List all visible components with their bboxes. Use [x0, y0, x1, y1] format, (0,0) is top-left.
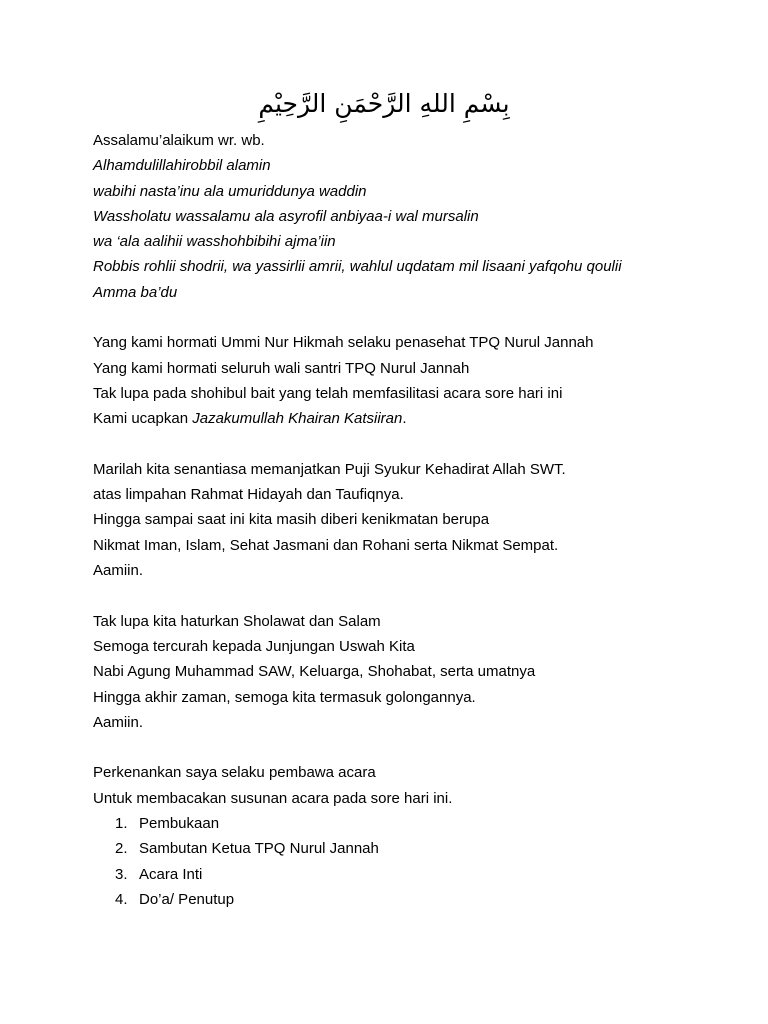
list-number: 2.: [115, 840, 128, 858]
agenda-list: [93, 811, 733, 912]
document-body: [93, 128, 733, 912]
opening-prayer-line: wa ‘ala aalihii wasshohbibihi ajma’iin: [93, 233, 336, 251]
opening-prayer-line: Alhamdulillahirobbil alamin: [93, 157, 271, 175]
respect-line: Tak lupa pada shohibul bait yang telah memfasilitasi acara sore hari ini: [93, 384, 563, 402]
sholawat-line: Aamiin.: [93, 713, 144, 731]
basmalah-heading: بِسْمِ اللهِ الرَّحْمَنِ الرَّحِيْمِ: [258, 89, 510, 118]
sholawat-line: Nabi Agung Muhammad SAW, Keluarga, Shohabat, serta umatnya: [93, 663, 536, 681]
list-number: 3.: [115, 865, 128, 883]
opening-prayer-line: Robbis rohlii shodrii, wa yassirlii amrii, wahlul uqdatam mil lisaani yafqohu qoulii: [93, 258, 622, 276]
thanks-prefix: Kami ucapkan: [93, 410, 193, 428]
list-text: Sambutan Ketua TPQ Nurul Jannah: [139, 840, 379, 858]
sholawat-line: Tak lupa kita haturkan Sholawat dan Salam: [93, 612, 381, 630]
respect-line: Yang kami hormati seluruh wali santri TPQ Nurul Jannah: [93, 359, 470, 377]
list-text: Pembukaan: [139, 815, 220, 833]
agenda-list-item: [93, 811, 733, 836]
thanks-phrase: Jazakumullah Khairan Katsiiran: [192, 410, 403, 428]
praise-line: Nikmat Iman, Islam, Sehat Jasmani dan Rohani serta Nikmat Sempat.: [93, 536, 559, 554]
agenda-list-item: [93, 862, 733, 887]
list-number: 4.: [115, 890, 128, 908]
agenda-intro-line: Perkenankan saya selaku pembawa acara: [93, 764, 376, 782]
opening-prayer-line: Wassholatu wassalamu ala asyrofil anbiyaa-i wal mursalin: [93, 207, 479, 225]
paragraph-gap: [93, 305, 733, 330]
sholawat-line: Hingga akhir zaman, semoga kita termasuk golongannya.: [93, 688, 476, 706]
respect-line: Yang kami hormati Ummi Nur Hikmah selaku penasehat TPQ Nurul Jannah: [93, 334, 594, 352]
agenda-list-item: [93, 887, 733, 912]
praise-line: Hingga sampai saat ini kita masih diberi kenikmatan berupa: [93, 511, 490, 529]
thanks-suffix: .: [402, 410, 407, 428]
praise-line: atas limpahan Rahmat Hidayah dan Taufiqnya.: [93, 486, 404, 504]
greeting-line: Assalamu’alaikum wr. wb.: [93, 132, 265, 149]
praise-line: Marilah kita senantiasa memanjatkan Puji Syukur Kehadirat Allah SWT.: [93, 460, 566, 478]
paragraph-gap: [93, 583, 733, 608]
paragraph-gap: [93, 432, 733, 457]
praise-line: Aamiin.: [93, 562, 144, 580]
paragraph-gap: [93, 735, 733, 760]
list-text: Do’a/ Penutup: [139, 890, 235, 908]
agenda-list-item: [93, 836, 733, 861]
list-number: 1.: [115, 815, 128, 833]
thanks-line: [93, 406, 733, 431]
list-text: Acara Inti: [139, 865, 203, 883]
opening-prayer-line: wabihi nasta’inu ala umuriddunya waddin: [93, 182, 367, 200]
opening-prayer-line: Amma ba’du: [93, 283, 178, 301]
sholawat-line: Semoga tercurah kepada Junjungan Uswah Kita: [93, 637, 415, 655]
agenda-intro-line: Untuk membacakan susunan acara pada sore hari ini.: [93, 789, 453, 807]
